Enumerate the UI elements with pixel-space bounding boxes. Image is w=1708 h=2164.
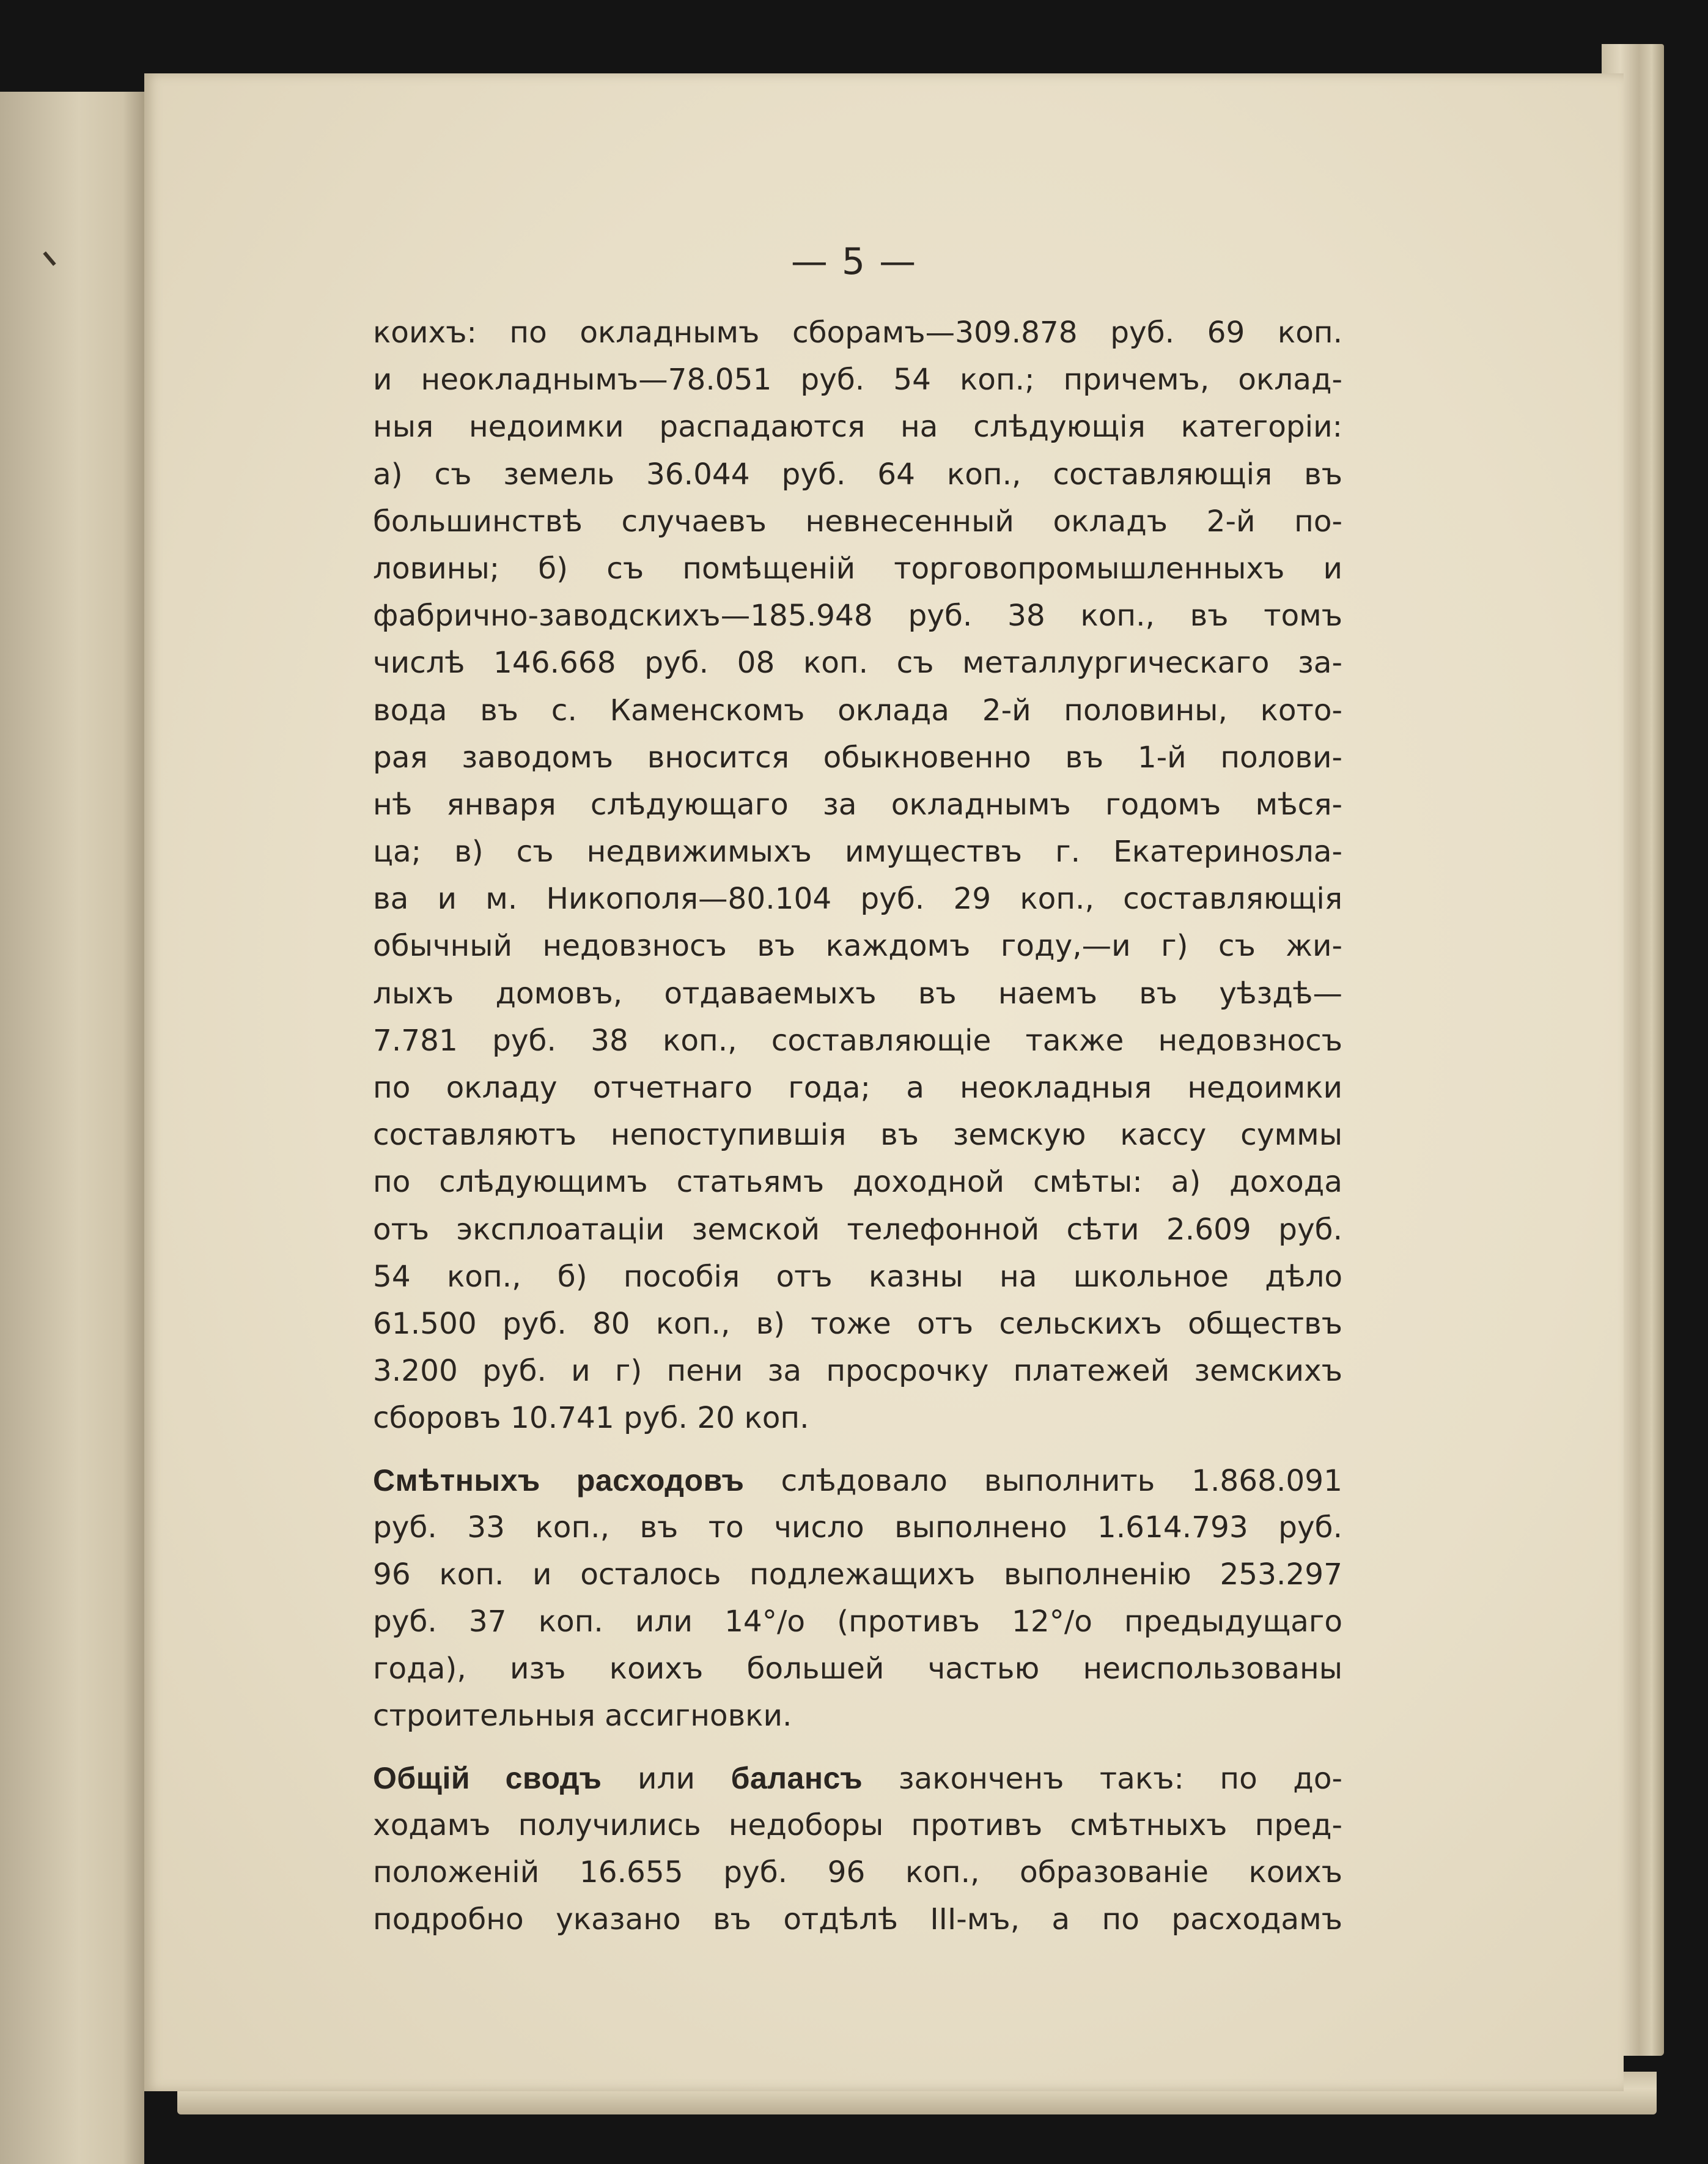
ink-mark (43, 251, 56, 266)
paragraph1-line: рая заводомъ вносится обыкновенно въ 1-й полови- (373, 740, 1342, 775)
paragraph2-line: строительныя ассигновки. (373, 1699, 792, 1734)
paragraph-2-lines (373, 1504, 1342, 1740)
page-number: — 5 — (790, 240, 918, 283)
paragraph-3-lines (373, 1802, 1342, 1944)
paragraph1-line: ца; в) съ недвижимыхъ имуществъ г. Екатеринosла- (373, 835, 1342, 870)
paragraph1-line: 61.500 руб. 80 коп., в) тоже отъ сельскихъ обществъ (373, 1306, 1342, 1341)
paragraph3-line: подробно указано въ отдѣлѣ III-мъ, а по расходамъ (373, 1902, 1342, 1937)
paragraph1-line: 3.200 руб. и г) пени за просрочку платежей земскихъ (373, 1354, 1342, 1389)
bold-heading-smetnykh-raskhodov: Смѣтныхъ расходовъ (373, 1463, 745, 1497)
paragraph1-line: 7.781 руб. 38 коп., составляющiе также недовзносъ (373, 1023, 1342, 1058)
paragraph1-line: большинствѣ случаевъ невнесенный окладъ 2-й по- (373, 504, 1342, 539)
paragraph1-line: обычный недовзносъ въ каждомъ году,—и г) съ жи- (373, 929, 1342, 964)
paragraph1-line: по слѣдующимъ статьямъ доходной смѣты: а) дохода (373, 1165, 1342, 1200)
paragraph-3-line-1 (373, 1755, 1342, 1802)
bold-heading-obshchiy-svod: Общiй сводъ (373, 1760, 602, 1795)
paragraph1-line: ловины; б) съ помѣщенiй торговопромышленныхъ и (373, 551, 1342, 586)
paragraph-2-line-1 (373, 1457, 1342, 1504)
paragraph1-line: составляютъ непоступившiя въ земскую кассу суммы (373, 1118, 1342, 1153)
paragraph-2-line-1-rest: слѣдовало выполнить 1.868.091 (781, 1463, 1342, 1498)
bold-heading-balans: балансъ (731, 1760, 863, 1795)
paragraph1-line: и неокладнымъ—78.051 руб. 54 коп.; причемъ, оклад- (373, 363, 1342, 397)
paragraph1-line: сборовъ 10.741 руб. 20 коп. (373, 1401, 809, 1436)
paragraph3-line: положенiй 16.655 руб. 96 коп., образованiе коихъ (373, 1855, 1342, 1889)
paragraph1-line: по окладу отчетнаго года; а неокладныя недоимки (373, 1071, 1342, 1105)
paragraph1-line: 54 коп., б) пособiя отъ казны на школьное дѣло (373, 1259, 1342, 1294)
paragraph3-line: ходамъ получились недоборы противъ смѣтныхъ пред- (373, 1808, 1342, 1842)
body-text (373, 309, 1342, 1943)
paragraph1-line: лыхъ домовъ, отдаваемыхъ въ наемъ въ уѣздѣ— (373, 976, 1342, 1011)
paragraph2-line: руб. 37 коп. или 14°/o (противъ 12°/o предыдущаго (373, 1605, 1342, 1639)
paragraph1-line: отъ эксплоатацiи земской телефонной сѣти 2.609 руб. (373, 1212, 1342, 1247)
paragraph-3-line-1-rest: законченъ такъ: по до- (898, 1761, 1343, 1796)
paragraph-1 (373, 309, 1342, 1442)
paragraph2-line: руб. 33 коп., въ то число выполнено 1.614.793 руб. (373, 1510, 1342, 1545)
paragraph2-line: года), изъ коихъ большей частью неиспользованы (373, 1652, 1342, 1686)
paragraph2-line: 96 коп. и осталось подлежащихъ выполненiю 253.297 (373, 1557, 1342, 1592)
paragraph1-line: ва и м. Никополя—80.104 руб. 29 коп., составляющiя (373, 882, 1342, 917)
paragraph1-line: коихъ: по окладнымъ сборамъ—309.878 руб. 69 коп. (373, 316, 1342, 350)
paragraph1-line: нѣ января слѣдующаго за окладнымъ годомъ мѣся- (373, 787, 1342, 822)
left-facing-page-edge (0, 92, 144, 2164)
paragraph1-line: ныя недоимки распадаются на слѣдующія категорiи: (373, 410, 1342, 445)
paragraph1-line: фабрично-заводскихъ—185.948 руб. 38 коп., въ томъ (373, 599, 1342, 633)
connector-word: или (637, 1761, 696, 1796)
paragraph-3 (373, 1755, 1342, 1944)
paragraph1-line: вода въ с. Каменскомъ оклада 2-й половины, кото- (373, 693, 1342, 728)
paragraph1-line: числѣ 146.668 руб. 08 коп. съ металлургическаго за- (373, 646, 1342, 681)
paragraph-2 (373, 1457, 1342, 1740)
paragraph1-line: а) съ земель 36.044 руб. 64 коп., составляющiя въ (373, 457, 1342, 492)
